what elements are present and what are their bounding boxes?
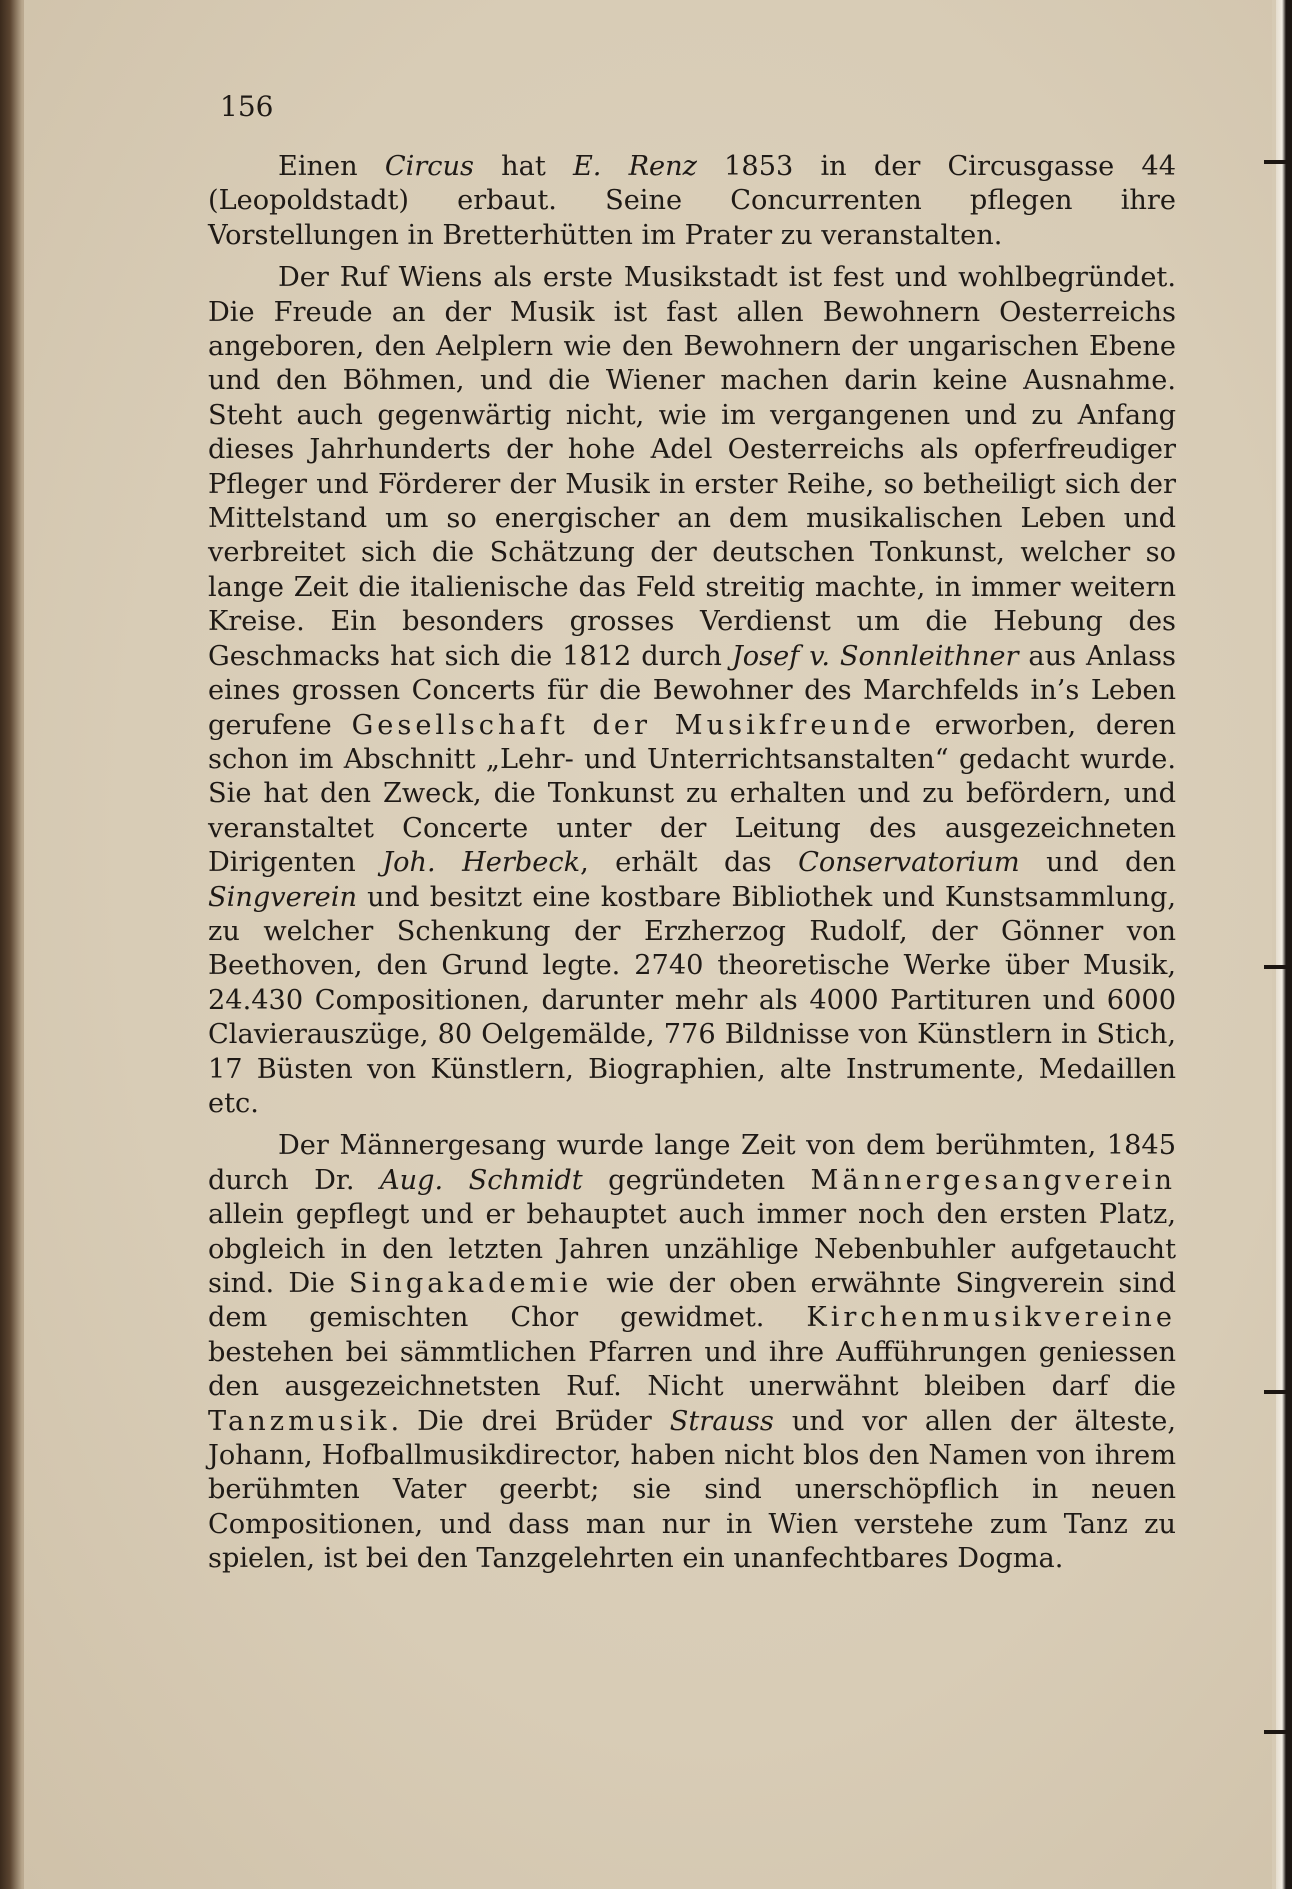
- page-number: 156: [220, 90, 274, 123]
- paragraph-musikstadt: [208, 261, 1176, 1121]
- italic-segment: Conservatorium: [798, 847, 1020, 879]
- italic-segment: Strauss: [669, 1405, 774, 1437]
- italic-segment: Joh. Herbeck: [382, 847, 581, 879]
- text-segment: gegründeten: [582, 1164, 811, 1196]
- text-segment: 1853 in der Circusgasse 44 (Leopoldstadt) erbaut. Seine Concurrenten pflegen ihre Vorstellungen in Bretterhütten im Prater zu veranstalten.: [208, 151, 1176, 251]
- text-segment: . Die drei Brüder: [390, 1405, 670, 1437]
- italic-segment: Josef v. Sonnleithner: [731, 640, 1019, 672]
- text-segment: Der Männergesang wurde lange Zeit von dem berühmten, 1845 durch Dr.: [208, 1130, 1176, 1196]
- italic-segment: Singverein: [208, 881, 357, 913]
- text-segment: und den: [1019, 847, 1177, 879]
- text-segment: Der Ruf Wiens als erste Musikstadt ist fest und wohlbegründet. Die Freude an der Musik ist fast allen Bewohnern Oesterreichs angeboren, den Aelplern wie den Bewohnern der ungarischen Ebene und den Böhmen, und die Wiener machen darin keine Ausnahme. Steht auch gegenwärtig nicht, wie im vergangenen und zu Anfang dieses Jahrhunderts der hohe Adel Oesterreichs als opferfreudiger Pfleger und Förderer der Musik in erster Reihe, so betheiligt sich der Mittelstand um so energischer an dem musikalischen Leben und verbreitet sich die Schätzung der deutschen Tonkunst, welcher so lange Zeit die italienische das Feld streitig machte, in immer weitern Kreise. Ein besonders grosses Verdienst um die Hebung des Geschmacks hat sich die 1812 durch: [208, 262, 1176, 672]
- italic-segment: Aug. Schmidt: [379, 1164, 583, 1196]
- text-segment: wie der oben erwähnte Singverein sind dem gemischten Chor gewidmet.: [208, 1268, 1176, 1334]
- edge-tick: [1264, 160, 1286, 164]
- text-segment: und besitzt eine kostbare Bibliothek und Kunstsammlung, zu welcher Schenkung der Erzherzog Rudolf, der Gönner von Beethoven, den Grund legte. 2740 theoretische Werke über Musik, 24.430 Compositionen, darunter mehr als 4000 Partituren und 6000 Clavierauszüge, 80 Oelgemälde, 776 Bildnisse von Künstlern in Stich, 17 Büsten von Künstlern, Biographien, alte Instrumente, Medaillen etc.: [208, 881, 1176, 1119]
- text-segment: erworben, deren schon im Abschnitt „Lehr- und Unterrichtsanstalten“ gedacht wurde. Sie hat den Zweck, die Tonkunst zu erhalten und zu befördern, und veranstaltet Concerte unter der Leitung des ausgezeichneten Dirigenten: [208, 709, 1176, 879]
- text-segment: allein gepflegt und er behauptet auch immer noch den ersten Platz, obgleich in den letzten Jahren unzählige Nebenbuhler aufgetaucht sind. Die: [208, 1199, 1176, 1299]
- paragraph-maennergesang: [208, 1129, 1176, 1576]
- spaced-segment: Tanzmusik: [208, 1405, 391, 1437]
- paragraph-circus: [208, 150, 1176, 253]
- text-segment: aus Anlass eines grossen Concerts für die Bewohner des Marchfelds in’s Leben gerufene: [208, 640, 1176, 741]
- spaced-segment: Männergesangverein: [810, 1164, 1177, 1196]
- text-segment: bestehen bei sämmtlichen Pfarren und ihre Aufführungen geniessen den ausgezeichnetsten Ruf. Nicht unerwähnt bleiben darf die: [208, 1336, 1176, 1403]
- spaced-segment: Singakademie: [349, 1268, 593, 1299]
- body-text: [208, 150, 1176, 1577]
- edge-tick: [1264, 1390, 1286, 1394]
- edge-tick: [1264, 1730, 1286, 1734]
- italic-segment: E. Renz: [572, 151, 697, 182]
- text-segment: Einen: [278, 151, 385, 182]
- spaced-segment: Gesellschaft der Musikfreunde: [351, 709, 915, 741]
- text-segment: und vor allen der älteste, Johann, Hofballmusikdirector, haben nicht blos den Namen von ihrem berühmten Vater geerbt; sie sind unerschöpflich in neuen Compositionen, und dass man nur in Wien verstehe zum Tanz zu spielen, ist bei den Tanzgelehrten ein unanfechtbares Dogma.: [208, 1405, 1176, 1575]
- text-segment: , erhält das: [580, 847, 799, 879]
- adjacent-page-edge: [1276, 0, 1292, 1889]
- edge-tick: [1264, 965, 1286, 969]
- italic-segment: Circus: [384, 151, 474, 182]
- text-segment: hat: [474, 151, 573, 182]
- spaced-segment: Kirchenmusikvereine: [806, 1302, 1176, 1334]
